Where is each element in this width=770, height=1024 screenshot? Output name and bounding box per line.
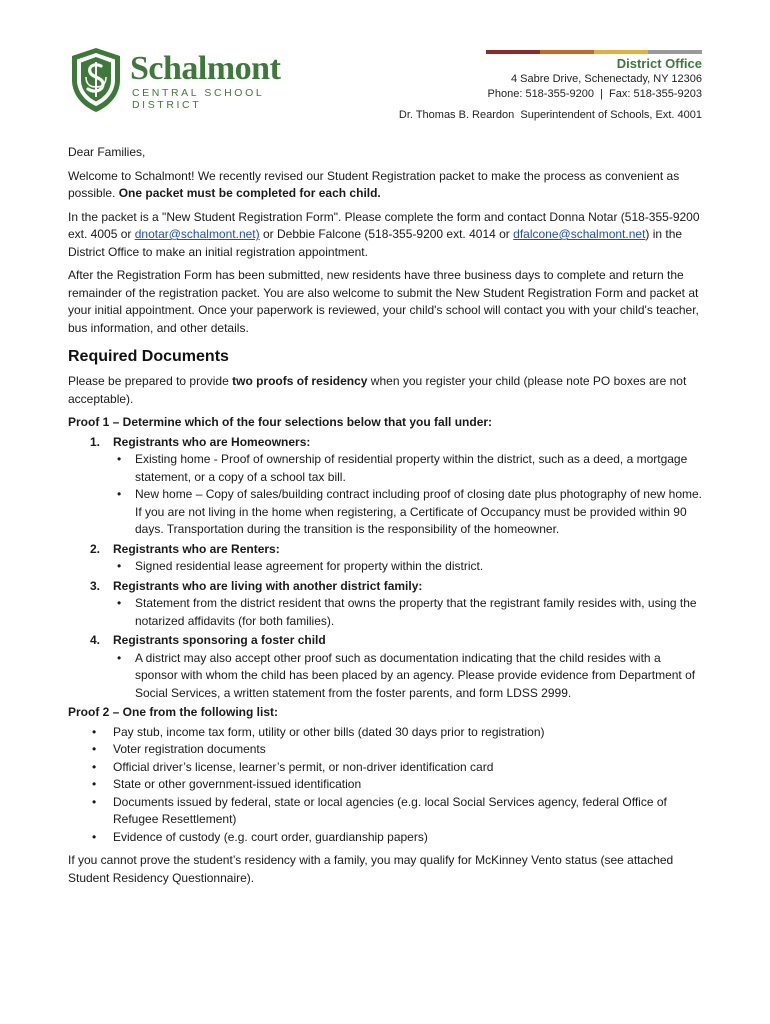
proof1-heading: Proof 1 – Determine which of the four selections below that you fall under:: [68, 415, 493, 429]
proof1-list: [68, 434, 704, 703]
intro-text: Welcome to Schalmont! We recently revised our Student Registration packet to make the process as convenient as possible.: [68, 168, 680, 200]
requirements-text: Please be prepared to provide: [68, 374, 233, 388]
shield-logo-icon: [68, 46, 124, 114]
proof1-item: [68, 541, 704, 576]
proof2-bullet: • State or other government-issued identification: [68, 776, 704, 794]
office-contact-block: [488, 56, 702, 102]
greeting: Dear Families,: [68, 145, 146, 159]
proof1-item-heading: Registrants who are living with another district family:: [113, 578, 423, 593]
color-bar-segment: [648, 50, 702, 54]
proof1-item: [68, 632, 704, 702]
proof1-bullet: • A district may also accept other proof such as documentation indicating that the child resides with a sponsor with whom the child has been placed by an agency. Please provide evidence from Department of Social Services, a written statement from the foster parents, and form LDSS 2999.: [113, 650, 704, 703]
color-bar-segment: [540, 50, 594, 54]
intro-paragraph: [68, 168, 704, 203]
proof2-bullet: • Official driver’s license, learner’s permit, or non-driver identification card: [68, 759, 704, 777]
proof2-bullet: • Documents issued by federal, state or local agencies (e.g. local Social Services agency, federal Office of Refugee Resettlement): [68, 794, 704, 829]
closing-paragraph: If you cannot prove the student’s residency with a family, you may qualify for McKinney Vento status (see attached Student Residency Questionnaire).: [68, 853, 674, 885]
proof1-item: [68, 434, 704, 539]
proof2-bullet: • Evidence of custody (e.g. court order, guardianship papers): [68, 829, 704, 847]
proof2-bullet: • Pay stub, income tax form, utility or other bills (dated 30 days prior to registration): [68, 724, 704, 742]
proof1-item: [68, 578, 704, 631]
proof1-item-heading: Registrants who are Renters:: [113, 541, 280, 556]
proof1-item-number: 4.: [90, 633, 101, 647]
proof1-sublist: [113, 558, 704, 576]
proof1-sublist: [113, 595, 704, 630]
proof1-bullet: • Existing home - Proof of ownership of residential property within the district, such as a deed, a mortgage statement, or a copy of a school tax bill.: [113, 451, 704, 486]
proof1-bullet: • Signed residential lease agreement for property within the district.: [113, 558, 704, 576]
contact-text: In the packet is a "New Student Registration Form". Please complete the form and contact Donna Notar (518-355-9200 ext. 4005 or: [68, 209, 700, 241]
email-link-dnotar[interactable]: dnotar@schalmont.net): [134, 227, 260, 241]
contact-text: ) in the District Office to make an initial registration appointment.: [68, 227, 683, 259]
proof1-sublist: [113, 451, 704, 539]
letter-body: [68, 144, 704, 893]
district-logo: [68, 46, 298, 116]
requirements-paragraph: [68, 373, 704, 408]
required-documents-heading: Required Documents: [68, 348, 229, 365]
contact-paragraph: [68, 209, 704, 262]
proof1-item-number: 3.: [90, 578, 101, 593]
color-bar-segment: [594, 50, 648, 54]
brand-name: Schalmont: [130, 50, 281, 87]
office-address: 4 Sabre Drive, Schenectady, NY 12306: [511, 73, 702, 85]
proof1-bullet: • Statement from the district resident that owns the property that the registrant family resides with, using the notarized affidavits (for both families).: [113, 595, 704, 630]
proof1-item-heading: Registrants who are Homeowners:: [113, 434, 311, 449]
process-paragraph: After the Registration Form has been submitted, new residents have three business days to complete and return the remainder of the registration packet. You are also welcome to submit the New Student Registration Form and packet at your initial appointment. Once your paperwork is reviewed, your child's school will contact you with your child's teacher, bus information, and other details.: [68, 268, 699, 335]
header-color-bar: [486, 50, 702, 54]
requirements-emphasis: two proofs of residency: [232, 374, 368, 388]
superintendent-line: Dr. Thomas B. Reardon Superintendent of Schools, Ext. 4001: [398, 109, 702, 121]
proof2-heading: Proof 2 – One from the following list:: [68, 705, 279, 719]
contact-text: or Debbie Falcone (518-355-9200 ext. 4014 or: [259, 227, 514, 241]
proof1-item-heading: Registrants sponsoring a foster child: [113, 633, 326, 647]
color-bar-segment: [486, 50, 540, 54]
proof1-item-number: 2.: [90, 541, 101, 556]
office-phone-fax: Phone: 518-355-9200 | Fax: 518-355-9203: [487, 88, 702, 100]
proof1-sublist: [113, 650, 704, 703]
brand-subtitle: CENTRAL SCHOOL DISTRICT: [132, 87, 264, 111]
proof2-list: [68, 724, 704, 847]
requirements-text: when you register your child (please note PO boxes are not acceptable).: [68, 374, 687, 406]
proof2-bullet: • Voter registration documents: [68, 741, 704, 759]
proof1-item-number: 1.: [90, 434, 101, 449]
intro-emphasis: One packet must be completed for each child.: [118, 186, 381, 200]
email-link-dfalcone[interactable]: dfalcone@schalmont.net: [513, 227, 646, 241]
proof1-bullet: • New home – Copy of sales/building contract including proof of closing date plus photography of new home. If you are not living in the home when registering, a Certificate of Occupancy must be provided within 90 days. Transportation during the transition is the responsibility of the homeowner.: [113, 486, 704, 539]
office-title: District Office: [616, 56, 702, 71]
